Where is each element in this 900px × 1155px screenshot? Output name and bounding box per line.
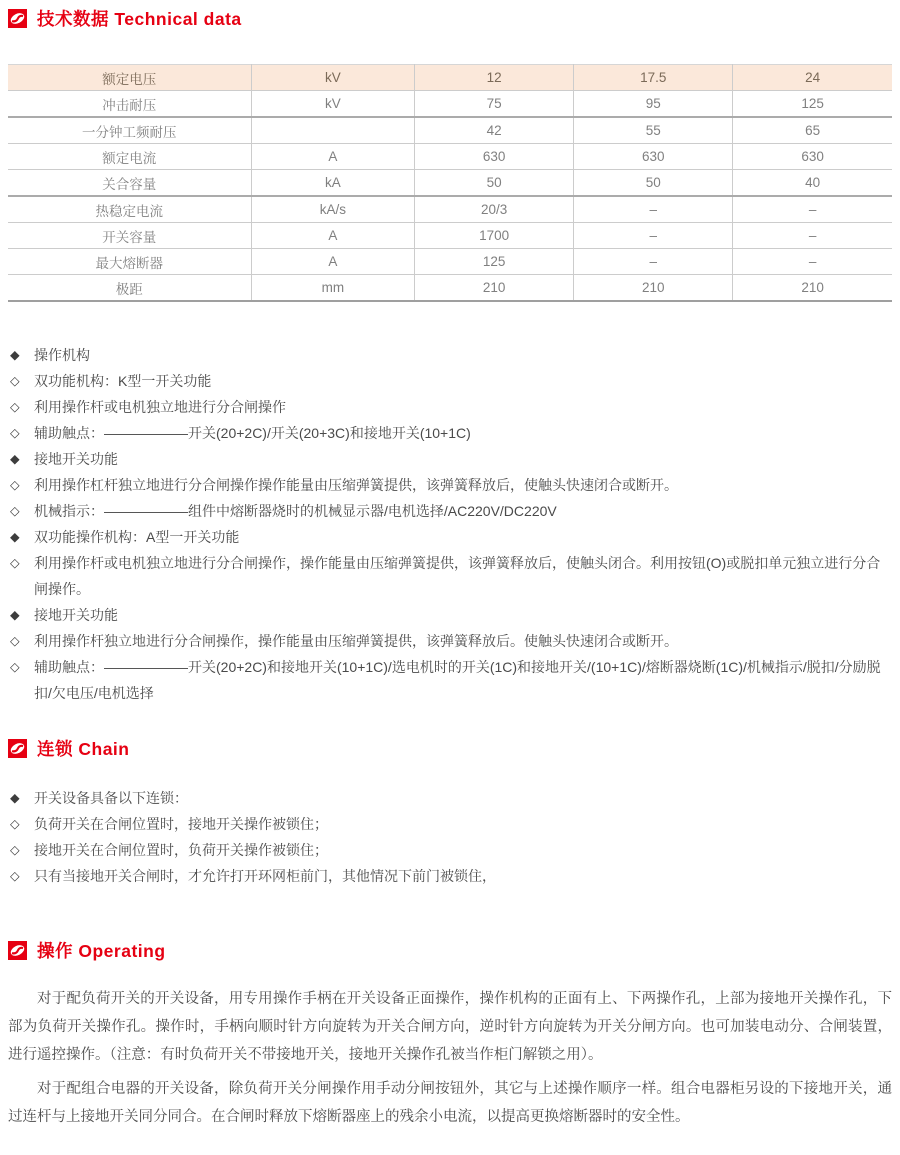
- spec-value: –: [733, 249, 892, 275]
- bullet-text: 接地开关功能: [34, 451, 118, 467]
- spec-unit: kA: [251, 170, 415, 197]
- operating-paragraphs: [8, 985, 892, 1131]
- diamond-filled-icon: ◆: [10, 791, 20, 805]
- spec-value: 24: [733, 65, 892, 91]
- spec-unit: mm: [251, 275, 415, 302]
- spec-name: 极距: [8, 275, 251, 302]
- table-row: [8, 91, 892, 118]
- diamond-hollow-icon: ◇: [10, 400, 20, 414]
- diamond-hollow-icon: ◇: [10, 634, 20, 648]
- spec-value: 20/3: [415, 196, 574, 223]
- bullet-item: [8, 342, 892, 368]
- spec-name: 关合容量: [8, 170, 251, 197]
- spec-value: 50: [415, 170, 574, 197]
- spec-value: 65: [733, 117, 892, 144]
- spec-unit: A: [251, 249, 415, 275]
- bullet-item: [8, 785, 892, 811]
- spec-unit: [251, 117, 415, 144]
- table-row: [8, 117, 892, 144]
- diamond-hollow-icon: ◇: [10, 504, 20, 518]
- table-row: [8, 65, 892, 91]
- spec-value: –: [733, 196, 892, 223]
- diamond-hollow-icon: ◇: [10, 426, 20, 440]
- spec-value: 12: [415, 65, 574, 91]
- brand-swoosh-icon: [8, 941, 27, 960]
- bullet-text: 机械指示：——————组件中熔断器烧时的机械显示器/电机选择/AC220V/DC220V: [34, 503, 557, 519]
- spec-name: 开关容量: [8, 223, 251, 249]
- table-row: [8, 170, 892, 197]
- table-row: [8, 223, 892, 249]
- diamond-hollow-icon: ◇: [10, 869, 20, 883]
- table-row: [8, 196, 892, 223]
- diamond-hollow-icon: ◇: [10, 843, 20, 857]
- spec-unit: A: [251, 144, 415, 170]
- bullet-item: [8, 602, 892, 628]
- bullet-text: 接地开关功能: [34, 607, 118, 623]
- section-title-operating: 操作 Operating: [37, 941, 166, 961]
- section-header-operating: [8, 938, 892, 963]
- bullet-item: [8, 394, 892, 420]
- bullet-item: [8, 654, 892, 706]
- bullet-item: [8, 628, 892, 654]
- diamond-filled-icon: ◆: [10, 608, 20, 622]
- diamond-hollow-icon: ◇: [10, 817, 20, 831]
- spec-value: 210: [415, 275, 574, 302]
- spec-value: –: [574, 249, 733, 275]
- spec-value: –: [733, 223, 892, 249]
- bullet-text: 操作机构: [34, 347, 90, 363]
- spec-value: 40: [733, 170, 892, 197]
- spec-value: 17.5: [574, 65, 733, 91]
- table-row: [8, 249, 892, 275]
- spec-value: 50: [574, 170, 733, 197]
- bullet-item: [8, 550, 892, 602]
- brand-swoosh-icon: [8, 739, 27, 758]
- bullet-text: 利用操作杆独立地进行分合闸操作，操作能量由压缩弹簧提供，该弹簧释放后。使触头快速闭合或断开。: [34, 633, 678, 649]
- bullet-item: [8, 811, 892, 837]
- table-row: [8, 144, 892, 170]
- spec-name: 冲击耐压: [8, 91, 251, 118]
- spec-unit: A: [251, 223, 415, 249]
- bullet-text: 负荷开关在合闸位置时，接地开关操作被锁住；: [34, 816, 328, 832]
- spec-value: 125: [415, 249, 574, 275]
- diamond-filled-icon: ◆: [10, 452, 20, 466]
- bullet-text: 只有当接地开关合闸时，才允许打开环网柜前门，其他情况下前门被锁住，: [34, 868, 496, 884]
- diamond-filled-icon: ◆: [10, 530, 20, 544]
- diamond-hollow-icon: ◇: [10, 556, 20, 570]
- spec-name: 一分钟工频耐压: [8, 117, 251, 144]
- chain-bullet-list: [8, 785, 892, 889]
- bullet-item: [8, 446, 892, 472]
- spec-name: 最大熔断器: [8, 249, 251, 275]
- bullet-text: 双功能操作机构：A型一开关功能: [34, 529, 240, 545]
- spec-name: 热稳定电流: [8, 196, 251, 223]
- bullet-text: 利用操作杆或电机独立地进行分合闸操作，操作能量由压缩弹簧提供，该弹簧释放后，使触头闭合。利用按钮(O)或脱扣单元独立进行分合闸操作。: [34, 555, 881, 597]
- spec-value: 1700: [415, 223, 574, 249]
- bullet-text: 利用操作杠杆独立地进行分合闸操作操作能量由压缩弹簧提供，该弹簧释放后，使触头快速闭合或断开。: [34, 477, 678, 493]
- brand-swoosh-icon: [8, 9, 27, 28]
- diamond-hollow-icon: ◇: [10, 660, 20, 674]
- spec-unit: kV: [251, 91, 415, 118]
- spec-value: 630: [415, 144, 574, 170]
- bullet-text: 双功能机构：K型一开关功能: [34, 373, 212, 389]
- section-title-technical: 技术数据 Technical data: [37, 9, 242, 29]
- operating-paragraph: 对于配负荷开关的开关设备，用专用操作手柄在开关设备正面操作，操作机构的正面有上、下两操作孔，上部为接地开关操作孔，下部为负荷开关操作孔。操作时，手柄向顺时针方向旋转为开关合闸方向，逆时针方向旋转为开关分闸方向。也可加装电动分、合闸装置，进行遥控操作。（注意：有时负荷开关不带接地开关，接地开关操作孔被当作柜门解锁之用）。: [8, 991, 892, 1063]
- section-title-chain: 连锁 Chain: [37, 739, 130, 759]
- spec-value: 125: [733, 91, 892, 118]
- bullet-item: [8, 863, 892, 889]
- bullet-text: 辅助触点：——————开关(20+2C)/开关(20+3C)和接地开关(10+1C): [34, 425, 471, 441]
- spec-value: 630: [574, 144, 733, 170]
- spec-value: 630: [733, 144, 892, 170]
- diamond-hollow-icon: ◇: [10, 478, 20, 492]
- bullet-text: 接地开关在合闸位置时，负荷开关操作被锁住；: [34, 842, 328, 858]
- spec-unit: kA/s: [251, 196, 415, 223]
- technical-bullet-list: [8, 342, 892, 706]
- bullet-text: 开关设备具备以下连锁：: [34, 790, 188, 806]
- bullet-item: [8, 837, 892, 863]
- spec-name: 额定电流: [8, 144, 251, 170]
- technical-data-table: [8, 64, 892, 302]
- bullet-item: [8, 524, 892, 550]
- diamond-hollow-icon: ◇: [10, 374, 20, 388]
- spec-value: –: [574, 223, 733, 249]
- spec-value: 210: [733, 275, 892, 302]
- bullet-text: 辅助触点：——————开关(20+2C)和接地开关(10+1C)/选电机时的开关(1C)和接地开关/(10+1C)/熔断器烧断(1C)/机械指示/脱扣/分励脱扣/欠电压/电机选择: [34, 659, 881, 701]
- spec-value: 210: [574, 275, 733, 302]
- spec-value: 55: [574, 117, 733, 144]
- bullet-item: [8, 472, 892, 498]
- bullet-text: 利用操作杆或电机独立地进行分合闸操作: [34, 399, 286, 415]
- operating-paragraph: 对于配组合电器的开关设备，除负荷开关分闸操作用手动分闸按钮外，其它与上述操作顺序一样。组合电器柜另设的下接地开关，通过连杆与上接地开关同分同合。在合闸时释放下熔断器座上的残余小电流，以提高更换熔断器时的安全性。: [8, 1081, 892, 1125]
- bullet-item: [8, 368, 892, 394]
- spec-unit: kV: [251, 65, 415, 91]
- table-row: [8, 275, 892, 302]
- spec-name: 额定电压: [8, 65, 251, 91]
- bullet-item: [8, 420, 892, 446]
- diamond-filled-icon: ◆: [10, 348, 20, 362]
- spec-value: 95: [574, 91, 733, 118]
- spec-value: 42: [415, 117, 574, 144]
- section-header-chain: [8, 736, 892, 761]
- section-header-technical: [8, 6, 892, 31]
- bullet-item: [8, 498, 892, 524]
- spec-value: 75: [415, 91, 574, 118]
- spec-value: –: [574, 196, 733, 223]
